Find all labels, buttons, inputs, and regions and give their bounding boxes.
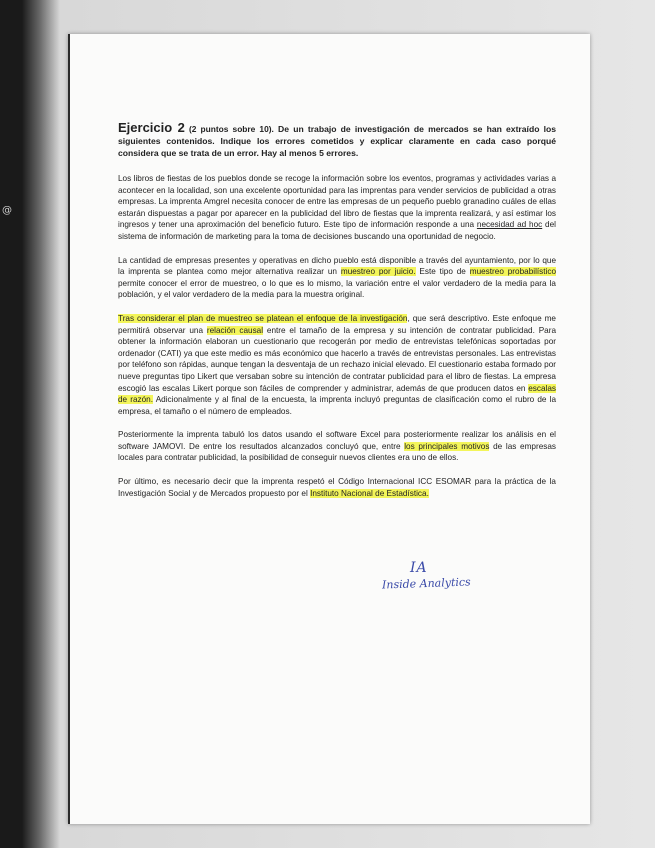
exercise-points: (2 puntos sobre 10). [188, 124, 274, 134]
highlighted-text: Tras considerar el plan de muestreo se platean el enfoque de la investigación [118, 313, 408, 323]
text-run: de las empresas locales para contratar publicidad, la posibilidad de conseguir nuevos clientes era uno de ellos. [118, 441, 556, 463]
paragraph-5 [118, 476, 556, 499]
highlighted-text: relación causal [206, 325, 264, 335]
text-run: , que será descriptivo. Este enfoque me permitirá observar una [118, 313, 556, 335]
handwritten-note: IA [410, 560, 428, 576]
text-run: Posteriormente la imprenta tabuló los datos usando el software Excel para posteriormente realizar los análisis en el software JAMOVI. De entre los resultados alcanzados concluyó que, entre [118, 430, 556, 451]
paragraph-3 [118, 313, 556, 417]
text-run: Adicionalmente y al final de la encuesta, la imprenta incluyó preguntas de clasificación como el rubro de la empresa, el tamaño o el número de empleados. [118, 395, 556, 416]
highlighted-text: muestreo probabilístico [469, 267, 556, 277]
document-content [118, 122, 556, 511]
highlighted-text: muestreo por juicio. [340, 267, 416, 277]
text-run: Por último, es necesario decir que la imprenta respetó el Código Internacional ICC ESOMAR para la práctica de la Investigación Social y de Mercados propuesto por el [118, 477, 556, 498]
highlighted-text: escalas de razón. [118, 383, 556, 405]
exercise-heading [118, 122, 556, 159]
underlined-text: necesidad ad hoc [476, 220, 543, 230]
highlighted-text: Instituto Nacional de Estadística. [310, 488, 429, 498]
text-run: Los libros de fiestas de los pueblos donde se recoge la información sobre los eventos, programas y actividades varias a acontecer en la localidad, son una excelente oportunidad para las imprentas para vender servicios de publicidad a otras empresas. La imprenta Amgrel necesita conocer de entre las empresas de un pequeño pueblo granadino cuáles de ellas estarán dispuestas a pagar por aparecer en la publicidad del libro de fiestas que la imprenta realizará, y así estimar los ingresos y tener una aproximación del beneficio futuro. Este tipo de información responde a una [118, 174, 556, 230]
handwritten-note: Inside Analytics [381, 575, 471, 592]
text-run: La cantidad de empresas presentes y operativas en dicho pueblo está disponible a través del ayuntamiento, por lo que la imprenta se plantea como mejor alternativa realizar un [118, 255, 556, 277]
text-run: permite conocer el error de muestreo, o lo que es lo mismo, la variación entre el valor verdadero de la media para la población, y el valor verdadero de la media para la muestra original. [118, 278, 556, 300]
document-page [68, 34, 590, 824]
highlighted-text: los principales motivos [404, 441, 490, 451]
exercise-instructions: De un trabajo de investigación de mercados se han extraído los siguientes contenidos. Indique los errores cometidos y explicar claramente en cada caso porqué considera que se trata de un error. Hay al menos 5 errores. [118, 124, 557, 158]
text-run: Este tipo de [415, 267, 470, 277]
text-run: del sistema de información de marketing para la toma de decisiones buscando una oportunidad de negocio. [118, 220, 556, 241]
exercise-title: Ejercicio 2 [118, 120, 185, 135]
paragraph-2 [118, 255, 556, 301]
paragraph-4 [118, 429, 556, 464]
paragraph-1 [118, 173, 556, 243]
edge-mark: @ [2, 205, 12, 216]
text-run: entre el tamaño de la empresa y su intención de contratar publicidad. Para obtener la información elaboran un cuestionario que recogerán por medio de entrevistas telefónicas soportadas por ordenador (CATI) ya que este medio es más económico que hacerlo a través de entrevistas personales. Las entrevistas por teléfono son rápidas, aunque tengan la desventaja de un rechazo inicial elevado. El cuestionario estaba formado por nueve preguntas tipo Likert que versaban sobre su intención de contratar publicidad para el libro de fiestas. La empresa escogió las escalas Likert porque son fáciles de comprender y administrar, además de que producen datos en [118, 325, 556, 393]
